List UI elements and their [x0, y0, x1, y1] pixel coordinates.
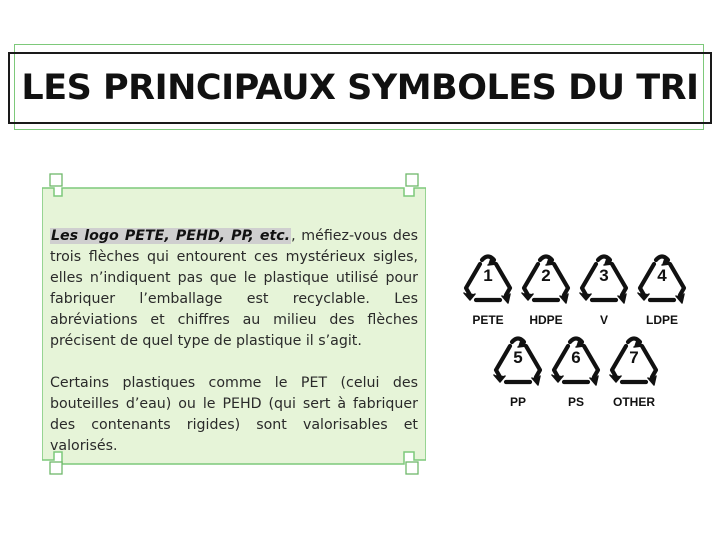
panel-text [50, 226, 418, 457]
resin-code: HDPE [529, 313, 563, 327]
corner-ornament-tr [406, 174, 418, 186]
paragraph-1 [50, 226, 418, 352]
corner-ornament-br [406, 462, 418, 474]
resin-number: 3 [599, 266, 609, 285]
resin-number: 6 [571, 348, 581, 367]
corner-ornament-bl [50, 462, 62, 474]
title-frame [8, 52, 712, 124]
resin-code: PS [567, 395, 584, 409]
resin-number: 4 [657, 266, 667, 285]
lead-highlight: Les logo PETE, PEHD, PP, etc. [51, 228, 291, 244]
resin-code: PETE [472, 313, 504, 327]
resin-code: PP [509, 395, 526, 409]
resin-number: 2 [541, 266, 551, 285]
paragraph-1-text: , méfiez-vous des trois flèches qui entourent ces mystérieux sigles, elles n’indiquent pas que le plastique utilisé pour fabriquer l’emballage est recyclable. Les abréviations et chiffres au milieu des flèches précisent de quel type de plastique il s’agit. [50, 228, 418, 349]
resin-number: 1 [483, 266, 493, 285]
resin-code: LDPE [645, 313, 678, 327]
recycling-symbols [458, 250, 698, 420]
corner-ornament-tl [50, 174, 62, 186]
resin-number: 7 [629, 348, 639, 367]
recycle-symbol-7 [604, 332, 664, 409]
paragraph-2: Certains plastiques comme le PET (celui des bouteilles d’eau) ou le PEHD (qui sert à fabriquer des contenants rigides) sont valorisables et valorisés. [50, 375, 418, 454]
resin-code: OTHER [613, 395, 655, 409]
recycle-symbol-4 [632, 250, 692, 327]
resin-number: 5 [513, 348, 523, 367]
resin-code: V [599, 313, 608, 327]
info-panel [42, 164, 426, 484]
page-title: LES PRINCIPAUX SYMBOLES DU TRI [21, 68, 699, 108]
